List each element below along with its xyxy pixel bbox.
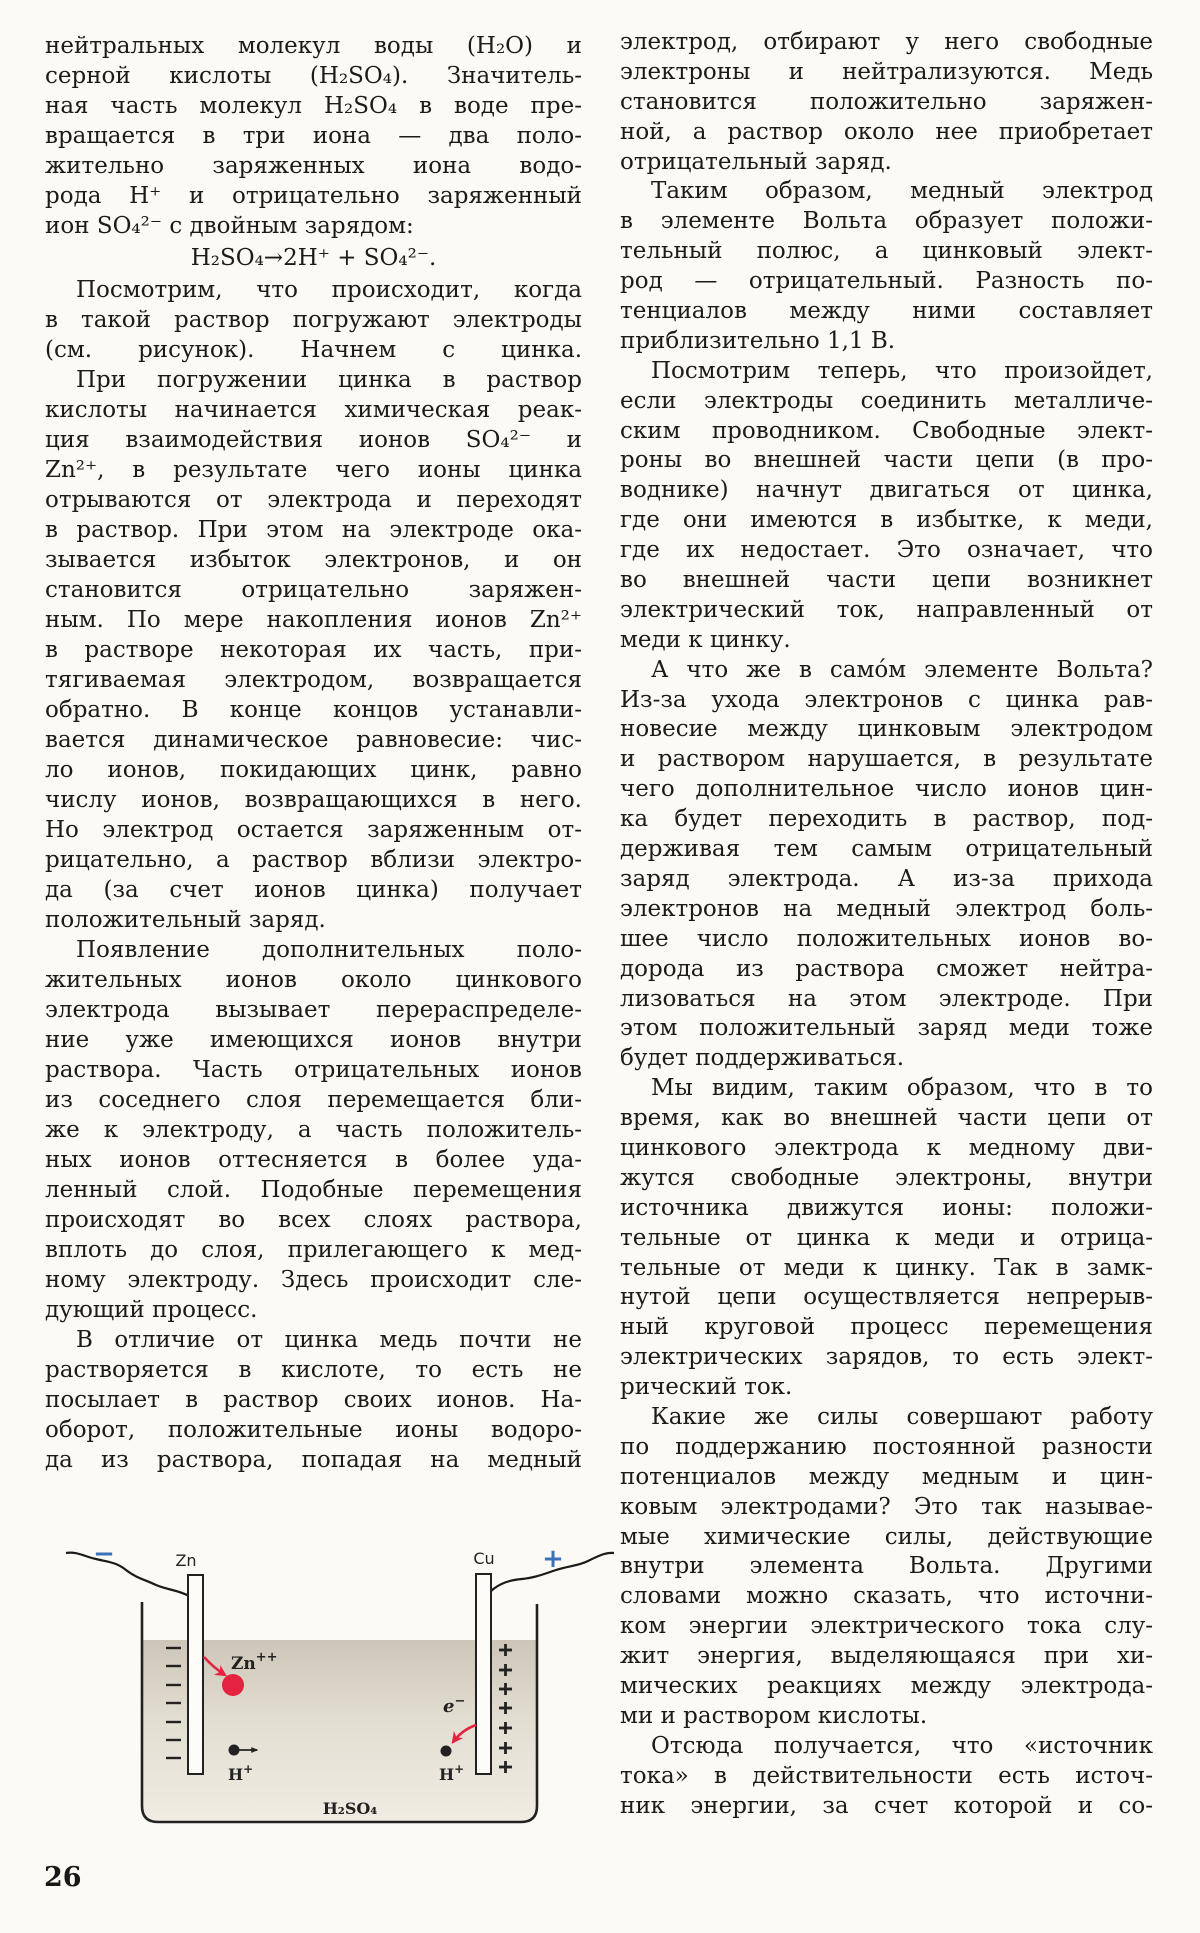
text-line: отрицательный заряд.	[620, 148, 892, 175]
text-line: тельные от меди к цинку. Так в замк-	[620, 1254, 1153, 1281]
text-line: во внешней части цепи возникнет	[620, 567, 1153, 594]
text-line: отрываются от электрода и переходят	[45, 487, 582, 513]
text-line: по поддержанию постоянной разности	[620, 1433, 1153, 1460]
text-line: род — отрицательный. Разность по-	[620, 268, 1153, 295]
text-line: зывается избыток электронов, и он	[45, 547, 582, 573]
text-line: этом положительный заряд меди тоже	[620, 1015, 1153, 1042]
right-column	[620, 28, 1153, 1821]
zinc-electrode-label: Zn	[175, 1551, 197, 1570]
text-line: положительный заряд.	[45, 907, 326, 933]
text-line: тенциалов между ними составляет	[620, 298, 1153, 325]
text-line: вращается в три иона — два поло-	[45, 123, 582, 149]
text-line: ковым электродами? Это так называе-	[620, 1493, 1153, 1520]
copper-electrode	[476, 1574, 491, 1774]
text-line: оборот, положительные ионы водоро-	[45, 1417, 582, 1443]
text-line: ных ионов оттесняется в более уда-	[45, 1147, 582, 1173]
text-line: да (за счет ионов цинка) получает	[45, 877, 582, 903]
text-line: Какие же силы совершают работу	[651, 1403, 1153, 1430]
text-line: ком энергии электрического тока слу-	[620, 1613, 1153, 1640]
text-line: серной кислоты (H₂SO₄). Значитель-	[45, 63, 582, 89]
text-line: лизоваться на этом электроде. При	[620, 985, 1153, 1012]
text-line: раствора. Часть отрицательных ионов	[45, 1057, 582, 1083]
text-line: ному электроду. Здесь происходит сле-	[45, 1267, 582, 1293]
text-line: тягиваемая электродом, возвращается	[45, 667, 582, 693]
left-column	[45, 31, 582, 1475]
paragraph	[45, 935, 582, 1325]
text-line: электроны и нейтрализуются. Медь	[620, 58, 1153, 85]
text-line: растворяется в кислоте, то есть не	[45, 1357, 582, 1383]
text-line: ным. По мере накопления ионов Zn²⁺	[45, 607, 582, 633]
text-line: В отличие от цинка медь почти не	[76, 1327, 582, 1353]
chemical-equation: H₂SO₄→2H⁺ + SO₄²⁻.	[190, 245, 437, 271]
zinc-ion-label: Zn++	[231, 1650, 278, 1674]
copper-electrode-label: Cu	[473, 1549, 495, 1568]
text-line: рода H⁺ и отрицательно заряженный	[45, 183, 582, 209]
text-line: ленный слой. Подобные перемещения	[45, 1177, 582, 1203]
text-line: же к электроду, а часть положитель-	[45, 1117, 582, 1143]
text-line: электрический ток, направленный от	[620, 596, 1153, 623]
text-line: ние уже имеющихся ионов внутри	[45, 1027, 582, 1053]
text-line: происходят во всех слоях раствора,	[45, 1207, 582, 1233]
paragraph	[620, 1074, 1153, 1403]
text-line: воднике) начнут двигаться от цинка,	[620, 477, 1153, 504]
paragraph	[45, 1325, 582, 1475]
text-line: Из-за ухода электронов с цинка рав-	[620, 686, 1153, 713]
text-line: если электроды соединить металличе-	[620, 387, 1153, 414]
paragraph	[45, 275, 582, 365]
text-line: ный круговой процесс перемещения	[620, 1314, 1153, 1341]
text-line: электрод, отбирают у него свободные	[620, 29, 1153, 55]
text-line: в растворе некоторая их часть, при-	[45, 637, 582, 663]
text-line: Посмотрим, что происходит, когда	[76, 277, 582, 303]
text-line: При погружении цинка в раствор	[76, 367, 582, 393]
text-line: роны во внешней части цепи (в про-	[620, 447, 1153, 474]
electrolyte-label: H₂SO₄	[322, 1799, 378, 1818]
text-line: Появление дополнительных поло-	[76, 937, 582, 963]
text-line: мые химические силы, действующие	[620, 1523, 1153, 1550]
text-line: числу ионов, возвращающихся в него.	[45, 787, 582, 813]
paragraph	[45, 365, 582, 935]
text-line: мических реакциях между электрода-	[620, 1672, 1153, 1699]
text-line: и раствором нарушается, в результате	[620, 746, 1153, 773]
text-line: электрических зарядов, то есть элект-	[620, 1344, 1153, 1371]
text-line: в элементе Вольта образует положи-	[620, 208, 1153, 235]
text-line: Zn²⁺, в результате чего ионы цинка	[45, 457, 582, 483]
text-line: в раствор. При этом на электроде ока-	[45, 517, 582, 543]
text-line: будет поддерживаться.	[620, 1045, 905, 1072]
zinc-electrode	[188, 1575, 203, 1774]
text-line: ная часть молекул H₂SO₄ в воде пре-	[45, 93, 582, 119]
text-line: ским проводником. Свободные элект-	[620, 417, 1153, 444]
text-line: чего дополнительное число ионов цин-	[620, 776, 1153, 803]
text-line: где их недостает. Это означает, что	[620, 537, 1153, 564]
text-line: А что же в само́м элементе Вольта?	[651, 656, 1153, 683]
hydrogen-ion-left	[229, 1745, 240, 1756]
text-line: в такой раствор погружают электроды	[45, 307, 582, 333]
text-line: держивая тем самым отрицательный	[620, 836, 1153, 863]
text-line: приблизительно 1,1 В.	[620, 327, 896, 354]
text-line: Таким образом, медный электрод	[651, 178, 1153, 205]
paragraph	[620, 28, 1153, 177]
text-line: ной, а раствор около нее приобретает	[620, 118, 1153, 145]
text-line: электрода вызывает перераспределе-	[45, 997, 582, 1023]
text-line: рицательно, а раствор вблизи электро-	[45, 847, 582, 873]
text-line: жительно заряженных иона водо-	[45, 153, 582, 179]
text-line: посылает в раствор своих ионов. На-	[45, 1387, 582, 1413]
hydrogen-ion-right-label: H+	[439, 1762, 465, 1784]
text-line: обратно. В конце концов устанавли-	[45, 697, 582, 723]
text-line: Посмотрим теперь, что произойдет,	[651, 357, 1153, 384]
text-line: электронов на медный электрод боль-	[620, 895, 1153, 922]
text-line: вается динамическое равновесие: чис-	[45, 727, 582, 753]
text-line: нейтральных молекул воды (H₂O) и	[45, 33, 582, 59]
page-number: 26	[44, 1862, 82, 1893]
text-line: цинкового электрода к медному дви-	[620, 1134, 1153, 1161]
zinc-ion	[222, 1674, 244, 1696]
text-line: (см. рисунок). Начнем с цинка.	[45, 337, 582, 363]
text-line: ка будет переходить в раствор, под-	[620, 806, 1153, 833]
text-line: ло ионов, покидающих цинк, равно	[45, 757, 582, 783]
text-line: вплоть до слоя, прилегающего к мед-	[45, 1237, 582, 1263]
text-line: из соседнего слоя перемещается бли-	[45, 1087, 582, 1113]
volta-cell-diagram	[0, 1500, 640, 1860]
text-line: ми и раствором кислоты.	[620, 1702, 928, 1729]
text-line: источника движутся ионы: положи-	[620, 1194, 1153, 1221]
paragraph	[620, 177, 1153, 356]
text-line: дорода из раствора сможет нейтра-	[620, 955, 1153, 982]
text-line: жит энергия, выделяющаяся при хи-	[620, 1643, 1153, 1670]
paragraph	[45, 31, 582, 241]
text-line: заряд электрода. А из-за прихода	[620, 865, 1153, 892]
text-line: жительных ионов около цинкового	[45, 967, 582, 993]
text-line: Мы видим, таким образом, что в то	[651, 1075, 1153, 1102]
wire-negative	[66, 1553, 189, 1596]
paragraph	[620, 357, 1153, 656]
text-line: жутся свободные электроны, внутри	[620, 1164, 1153, 1191]
electron-label: e−	[443, 1694, 466, 1717]
text-line: да из раствора, попадая на медный	[45, 1447, 582, 1473]
text-line: ник энергии, за счет которой и со-	[620, 1792, 1153, 1819]
text-line: Отсюда получается, что «источник	[651, 1732, 1153, 1759]
text-line: новесие между цинковым электродом	[620, 716, 1153, 743]
text-line: кислоты начинается химическая реак-	[45, 397, 582, 423]
text-line: словами можно сказать, что источни-	[620, 1583, 1153, 1610]
text-line: внутри элемента Вольта. Другими	[620, 1553, 1153, 1580]
text-line: тока» в действительности есть источ-	[620, 1762, 1153, 1789]
text-line: тельные от цинка к меди и отрица-	[620, 1224, 1153, 1251]
text-line: становится положительно заряжен-	[620, 88, 1153, 115]
text-line: где они имеются в избытке, к меди,	[620, 507, 1153, 534]
text-line: ион SO₄²⁻ с двойным зарядом:	[45, 213, 414, 239]
text-line: меди к цинку.	[620, 626, 791, 653]
positive-terminal-sign: +	[542, 1544, 564, 1574]
text-line: шее число положительных ионов во-	[620, 925, 1153, 952]
negative-terminal-sign: −	[93, 1539, 115, 1569]
text-line: Но электрод остается заряженным от-	[45, 817, 582, 843]
text-line: нутой цепи осуществляется непрерыв-	[620, 1284, 1153, 1311]
paragraph	[620, 1403, 1153, 1732]
text-line: рический ток.	[620, 1374, 793, 1401]
text-line: время, как во внешней части цепи от	[620, 1105, 1153, 1132]
text-line: потенциалов между медным и цин-	[620, 1463, 1153, 1490]
text-line: дующий процесс.	[45, 1297, 258, 1323]
hydrogen-ion-left-label: H+	[228, 1762, 254, 1784]
paragraph	[620, 656, 1153, 1074]
text-line: становится отрицательно заряжен-	[45, 577, 582, 603]
text-line: тельный полюс, а цинковый элект-	[620, 238, 1153, 265]
text-line: ция взаимодействия ионов SO₄²⁻ и	[45, 427, 582, 453]
hydrogen-ion-right	[441, 1746, 452, 1757]
paragraph	[620, 1732, 1153, 1822]
